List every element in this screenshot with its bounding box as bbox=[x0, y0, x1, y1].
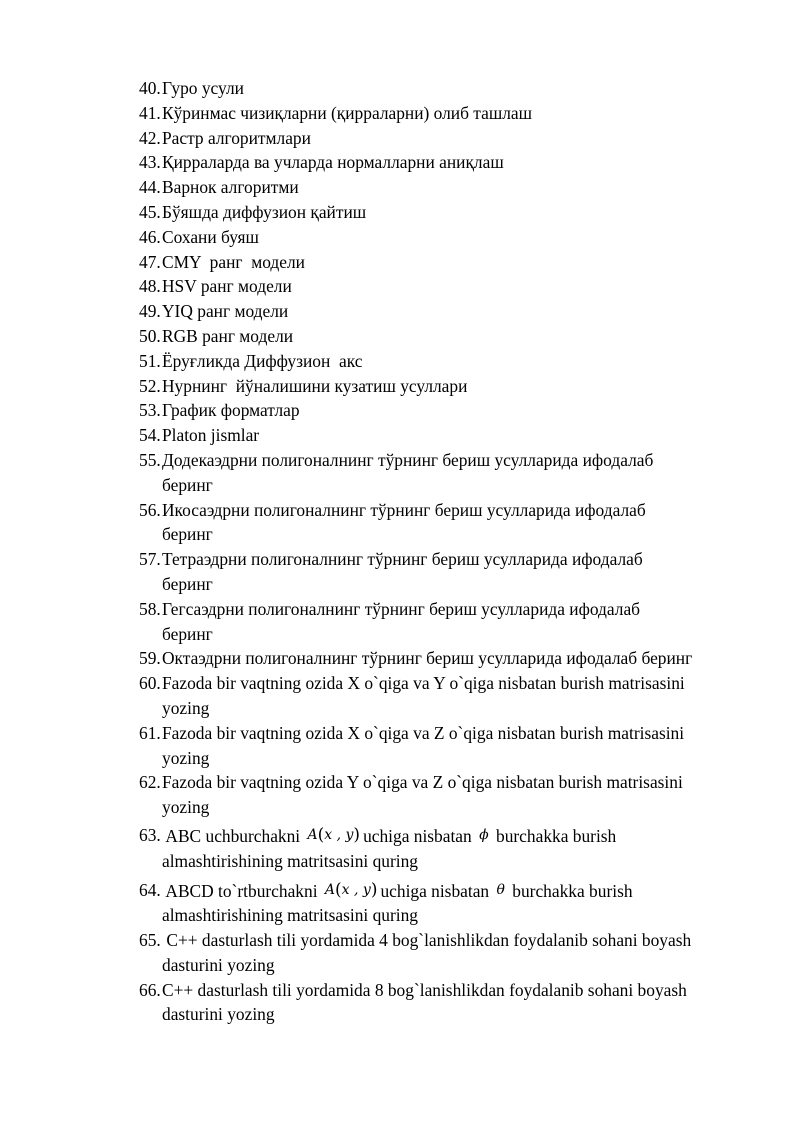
math-point-formula bbox=[322, 879, 381, 900]
item-text: Нурнинг йўналишини кузатиш усуллари bbox=[162, 375, 468, 396]
list-item bbox=[139, 324, 769, 349]
item-text: Икосаэдрни полигоналнинг тўрнинг бериш усулларида ифодалаб bbox=[162, 499, 646, 520]
item-number: 55. bbox=[139, 449, 161, 470]
item-text: Fazoda bir vaqtning ozida X o`qiga va Y o`qiga nisbatan burish matrisasini bbox=[162, 673, 685, 694]
item-text: Тетраэдрни полигоналнинг тўрнинг бериш усулларида ифодалаб bbox=[162, 549, 643, 570]
item-text: C++ dasturlash tili yordamida 4 bog`lanishlikdan foydalanib sohani boyash bbox=[162, 930, 692, 951]
item-number: 53. bbox=[139, 400, 161, 421]
math-angle-symbol: θ bbox=[496, 881, 505, 898]
list-item bbox=[139, 448, 769, 498]
item-number: 64. bbox=[139, 879, 161, 900]
math-paren-open: ( bbox=[335, 879, 342, 900]
item-number: 40. bbox=[139, 78, 161, 98]
item-text: Октаэдрни полигоналнинг тўрнинг бериш усулларида ифодалаб беринг bbox=[162, 648, 693, 669]
item-text: Fazoda bir vaqtning ozida X o`qiga va Z o`qiga nisbatan burish matrisasini bbox=[162, 722, 685, 743]
list-item bbox=[139, 299, 769, 324]
math-coords: x , y bbox=[341, 881, 371, 898]
item-number: 48. bbox=[139, 276, 161, 297]
item-number: 59. bbox=[139, 648, 161, 669]
item-text: Кўринмас чизиқларни (қирраларни) олиб ташлаш bbox=[162, 102, 533, 123]
item-text-continuation: almashtirishining matritsasini quring bbox=[162, 905, 419, 926]
item-text-continuation: dasturini yozing bbox=[162, 954, 275, 975]
math-angle-symbol: ϕ bbox=[479, 826, 489, 843]
item-number: 47. bbox=[139, 251, 161, 272]
list-item bbox=[139, 423, 769, 448]
item-number: 63. bbox=[139, 824, 161, 845]
item-text: Ёруғликда Диффузион акс bbox=[162, 350, 363, 371]
item-text: Fazoda bir vaqtning ozida Y o`qiga va Z o`qiga nisbatan burish matrisasini bbox=[162, 772, 683, 793]
item-text: Қирраларда ва учларда нормалларни аниқлаш bbox=[162, 152, 504, 173]
item-text-continuation: yozing bbox=[162, 747, 210, 768]
list-item bbox=[139, 878, 769, 929]
item-number: 62. bbox=[139, 772, 161, 793]
list-item bbox=[139, 349, 769, 374]
math-paren-open: ( bbox=[317, 824, 325, 845]
list-item bbox=[139, 274, 769, 299]
item-number: 56. bbox=[139, 499, 161, 520]
item-text: YIQ ранг модели bbox=[162, 301, 289, 322]
item-text: HSV ранг модели bbox=[162, 276, 292, 297]
item-text: uchiga nisbatan bbox=[380, 880, 490, 901]
item-text: График форматлар bbox=[162, 400, 300, 421]
math-point-label: A bbox=[307, 826, 318, 843]
math-paren-close: ) bbox=[353, 824, 361, 845]
math-point-formula bbox=[305, 824, 364, 845]
item-number: 41. bbox=[139, 102, 161, 123]
item-number: 50. bbox=[139, 325, 161, 346]
item-number: 46. bbox=[139, 226, 161, 247]
item-number: 49. bbox=[139, 301, 161, 322]
math-paren-close: ) bbox=[370, 879, 378, 900]
list-item bbox=[139, 498, 769, 548]
item-number: 58. bbox=[139, 598, 161, 619]
item-text-continuation: беринг bbox=[162, 573, 213, 594]
list-item bbox=[139, 547, 769, 597]
list-item bbox=[139, 721, 769, 771]
list-item bbox=[139, 823, 769, 874]
item-text: Сохани буяш bbox=[162, 226, 259, 247]
item-text-continuation: yozing bbox=[162, 797, 210, 818]
item-text-continuation: беринг bbox=[162, 623, 213, 644]
item-text: burchakka burish bbox=[512, 880, 633, 901]
item-number: 61. bbox=[139, 722, 161, 743]
list-item bbox=[139, 250, 769, 275]
item-text: Растр алгоритмлари bbox=[162, 127, 311, 148]
list-item bbox=[139, 126, 769, 151]
list-item bbox=[139, 671, 769, 721]
item-number: 57. bbox=[139, 549, 161, 570]
question-list bbox=[139, 76, 769, 1027]
item-number: 52. bbox=[139, 375, 161, 396]
item-text: burchakka burish bbox=[496, 825, 617, 846]
item-text: Варнок алгоритми bbox=[162, 177, 299, 198]
list-item bbox=[139, 597, 769, 647]
list-item bbox=[139, 76, 769, 101]
item-text: uchiga nisbatan bbox=[363, 825, 472, 846]
item-text: C++ dasturlash tili yordamida 8 bog`lanishlikdan foydalanib sohani boyash bbox=[162, 979, 687, 1000]
math-coords: x , y bbox=[324, 826, 354, 843]
list-item bbox=[139, 398, 769, 423]
item-number: 66. bbox=[139, 979, 161, 1000]
item-text: Platon jismlar bbox=[162, 425, 260, 446]
item-text-continuation: беринг bbox=[162, 474, 213, 495]
item-number: 45. bbox=[139, 201, 161, 222]
list-item bbox=[139, 770, 769, 820]
item-text: Гегсаэдрни полигоналнинг тўрнинг бериш усулларида ифодалаб bbox=[162, 598, 641, 619]
item-number: 54. bbox=[139, 425, 161, 446]
list-item bbox=[139, 150, 769, 175]
item-text-continuation: беринг bbox=[162, 524, 213, 545]
item-text-continuation: dasturini yozing bbox=[162, 1004, 275, 1025]
item-text: Додекаэдрни полигоналнинг тўрнинг бериш усулларида ифодалаб bbox=[162, 449, 654, 470]
item-text: Бўяшда диффузион қайтиш bbox=[162, 201, 367, 222]
math-point-label: A bbox=[324, 881, 336, 898]
list-item bbox=[139, 225, 769, 250]
item-number: 43. bbox=[139, 152, 161, 173]
list-item bbox=[139, 101, 769, 126]
item-number: 42. bbox=[139, 127, 161, 148]
item-text: ABC uchburchakni bbox=[162, 825, 301, 846]
list-item bbox=[139, 200, 769, 225]
item-number: 51. bbox=[139, 350, 161, 371]
item-number: 65. bbox=[139, 930, 161, 951]
list-item bbox=[139, 646, 769, 671]
item-text: RGB ранг модели bbox=[162, 325, 294, 346]
item-number: 60. bbox=[139, 673, 161, 694]
item-text: ABCD to`rtburchakni bbox=[162, 880, 318, 901]
list-item bbox=[139, 175, 769, 200]
list-item bbox=[139, 928, 769, 978]
item-text: CMY ранг модели bbox=[162, 251, 305, 272]
item-number: 44. bbox=[139, 177, 161, 198]
item-text-continuation: yozing bbox=[162, 697, 210, 718]
item-text-continuation: almashtirishining matritsasini quring bbox=[162, 850, 419, 871]
item-text: Гуро усули bbox=[162, 78, 244, 98]
list-item bbox=[139, 374, 769, 399]
list-item bbox=[139, 978, 769, 1028]
